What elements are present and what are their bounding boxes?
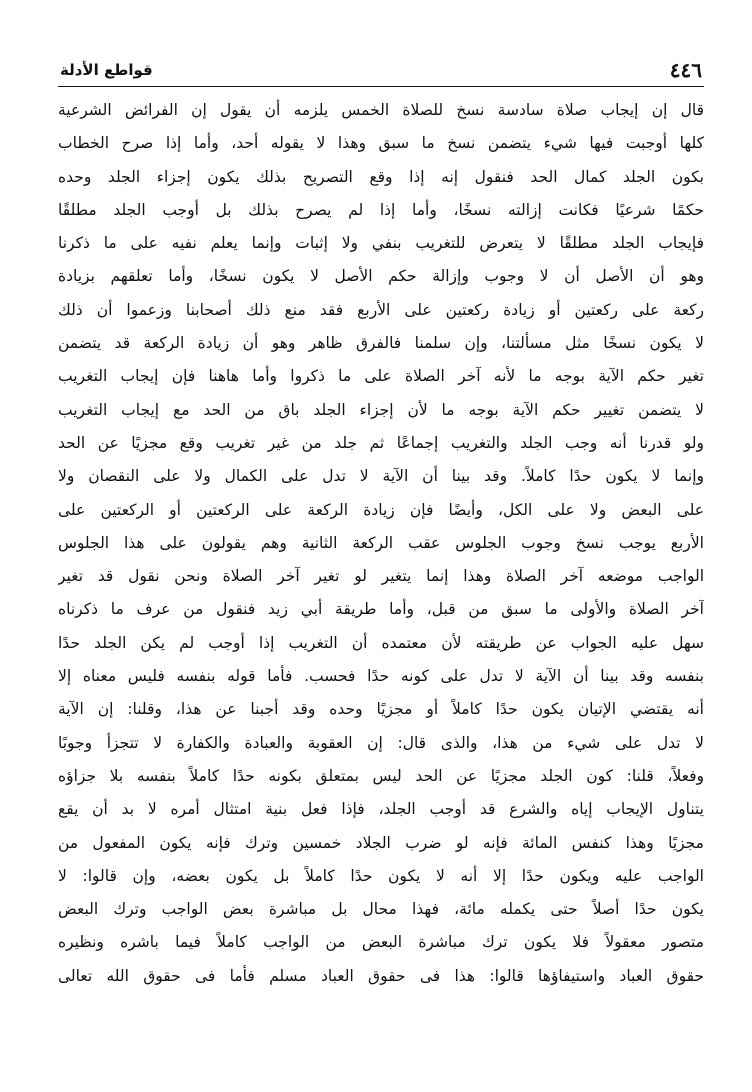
header-divider [58, 86, 704, 87]
text-line: لا تدل على شيء من هذا، والذى قال: إن العقوبة والعبادة والكفارة لا تتجزأ وجوبًا [58, 733, 704, 752]
text-line: الواجب موضعه آخر الصلاة وهذا إنما يتغير لو تغير آخر الصلاة ونحن نقول قد تغير [58, 567, 704, 586]
text-line: أنه يقتضي الإتيان يكون حدًا كاملاً أو مجزيًا وحده وقد أجبنا عن هذا، وقلنا: إن الآية [58, 700, 704, 719]
text-line: يكون حدًا أصلاً حتى يكمله مائة، فهذا محال بل مباشرة بعض الواجب وترك البعض [58, 900, 704, 919]
text-line: بنفسه وقد بينا أن الآية لا تدل على كونه حدًا فحسب. فأما قوله بنفسه فليس معناه إلا [58, 667, 704, 686]
page-number: ٤٤٦ [669, 58, 702, 82]
text-line: ولو قدرنا أنه وجب الجلد والتغريب إجماعًا ثم جلد من غير تغريب وقع مجزيًا عن الحد [58, 433, 704, 452]
book-title: قواطع الأدلة [60, 61, 153, 79]
text-line: حكمًا شرعيًا فكانت إزالته نسخًا، وأما إذا لم يصرح بذلك بل أوجب الجلد مطلقًا [58, 200, 704, 219]
text-line: يتناول الإيجاب إياه والشرع قد أوجب الجلد، فإذا فعل بنية امتثال أمره لا بد أن يقع [58, 800, 704, 819]
text-line: مجزيًا وهذا كنفس المائة فإنه لو ضرب الجلاد خمسين وترك فإنه يكون المفعول من [58, 833, 704, 852]
text-line: لا يكون نسخًا مثل مسألتنا، وإن سلمنا فالفرق ظاهر وهو أن زيادة الركعة قد يتضمن [58, 334, 704, 353]
text-line: كلها أوجبت فيها شيء يتضمن نسخ ما سبق وهذا لا يقوله أحد، وأما إذا صرح الخطاب [58, 134, 704, 153]
text-line: لا يتضمن تغيير حكم الآية بوجه ما لأن إجزاء الجلد باق من الحد مع إيجاب التغريب [58, 400, 704, 419]
text-line: وفعلاً، قلنا: كون الجلد مجزيًا عن الحد ليس بمتعلق بكونه حدًا كاملاً بنفسه بلا جزاؤه [58, 766, 704, 785]
text-line: حقوق العباد واستيفاؤها قالوا: هذا فى حقوق العباد مسلم فأما فى حقوق الله تعالى [58, 966, 704, 985]
text-line: آخر الصلاة والأولى ما سبق من قبل، وأما طريقة أبي زيد فنقول من عرف ما ذكرناه [58, 600, 704, 619]
text-line: على البعض ولا على الكل، وأيضًا فإن زيادة الركعة على الركعتين أو الركعتين على [58, 500, 704, 519]
text-line: وهو أن الأصل أن لا وجوب وإزالة حكم الأصل لا يكون نسخًا، وأما تعلقهم بزيادة [58, 267, 704, 286]
text-line: فإيجاب الجلد مطلقًا لا يتعرض للتغريب بنفي ولا إثبات وإنما يعلم نفيه على ما ذكرنا [58, 234, 704, 253]
text-line: سهل عليه الجواب عن طريقته لأن معتمده أن التغريب إذا أوجب لم يكن الجلد حدًا [58, 633, 704, 652]
text-line: قال إن إيجاب صلاة سادسة نسخ للصلاة الخمس يلزمه أن يقول إن الفرائض الشرعية [58, 101, 704, 119]
text-line: متصور معقولاً فلا يكون ترك مباشرة البعض من الواجب كاملاً فيما باشره ونظيره [58, 933, 704, 952]
text-line: الأربع يوجب نسخ وجوب الجلوس عقب الركعة الثانية وهم يقولون على هذا الجلوس [58, 533, 704, 552]
text-line: ركعة على ركعتين أو زيادة ركعتين على الأربع فقد منع ذلك أصحابنا وزعموا أن ذلك [58, 300, 704, 319]
running-header [60, 58, 702, 86]
text-line: بكون الجلد كمال الحد فنقول إنه إذا وقع التصريح بذلك يكون إجزاء الجلد وحده [58, 167, 704, 186]
text-line: تغير حكم الآية بوجه ما لأنه آخر الصلاة على ما ذكروا وأما هاهنا فإن إيجاب التغريب [58, 367, 704, 386]
body-text [58, 94, 704, 993]
text-line: الواجب عليه ويكون حدًا إلا أنه لا يكون حدًا كاملاً بل يكون بعضه، وإن قالوا: لا [58, 866, 704, 885]
text-line: وإنما لا يكون حدًا كاملاً. وقد بينا أن الآية لا تدل على الكمال ولا على النقصان ولا [58, 467, 704, 486]
